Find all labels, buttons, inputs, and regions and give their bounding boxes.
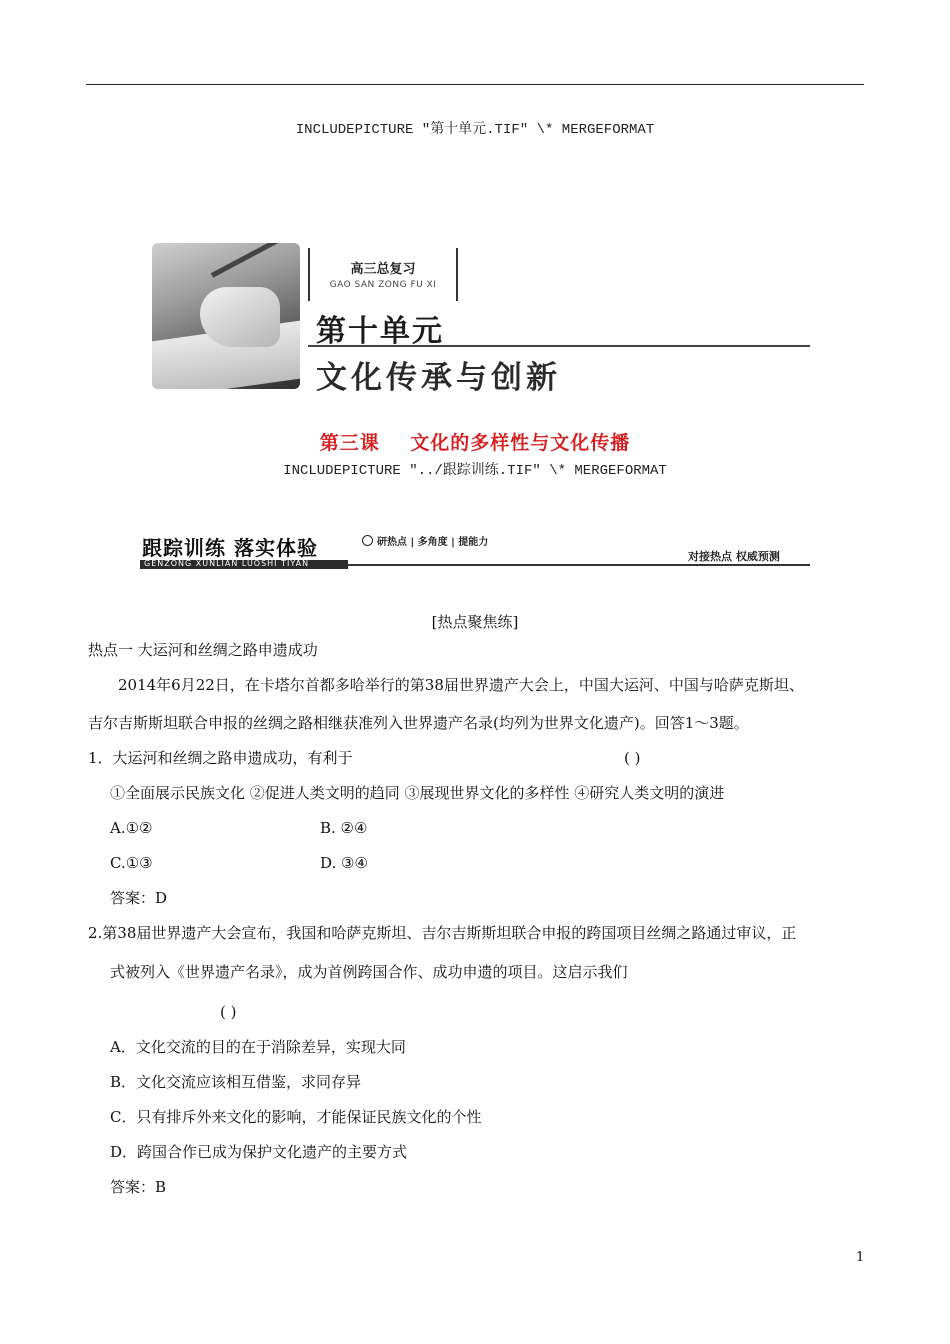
circle-bullet-icon <box>362 535 373 546</box>
field-code-unit-picture: INCLUDEPICTURE "第十单元.TIF" \* MERGEFORMAT <box>295 122 655 138</box>
question-2-option-a: A．文化交流的目的在于消除差异，实现大同 <box>110 1038 406 1056</box>
question-2-option-c: C．只有排斥外来文化的影响，才能保证民族文化的个性 <box>110 1108 482 1126</box>
followup-banner-tagline <box>362 533 488 548</box>
writing-hand-photo <box>152 243 300 389</box>
unit-title: 文化传承与创新 <box>316 360 561 396</box>
followup-tagline-text: 研热点 | 多角度 | 提能力 <box>377 537 489 548</box>
unit-divider <box>308 345 810 347</box>
followup-banner-right: 对接热点 权威预测 <box>688 550 780 563</box>
hotspot-title: 热点一 大运河和丝绸之路申遗成功 <box>88 641 318 659</box>
question-2-stem-line-2: 式被列入《世界遗产名录》，成为首例跨国合作、成功申遗的项目。这启示我们 <box>110 963 628 981</box>
unit-number: 第十单元 <box>316 314 444 349</box>
header-rule <box>86 84 864 85</box>
followup-banner-title: 跟踪训练 落实体验 <box>142 536 318 560</box>
question-1-option-d: D. ③④ <box>320 854 368 872</box>
question-2-answer: 答案：B <box>110 1178 167 1196</box>
question-2-bracket: ( ) <box>220 1003 237 1021</box>
section-label: [热点聚焦练] <box>431 613 519 631</box>
question-1-statements: ①全面展示民族文化 ②促进人类文明的趋同 ③展现世界文化的多样性 ④研究人类文明的演进 <box>110 784 725 802</box>
series-label-en: GAO SAN ZONG FU XI <box>329 280 437 290</box>
page-number: 1 <box>856 1250 865 1265</box>
question-1-option-b: B. ②④ <box>320 819 368 837</box>
series-label-cn: 高三总复习 <box>350 262 416 277</box>
question-1-stem: 1．大运河和丝绸之路申遗成功，有利于 <box>88 749 353 767</box>
series-label-box <box>308 248 458 301</box>
lesson-title: 第三课 文化的多样性与文化传播 <box>319 432 631 454</box>
intro-line-1: 2014年6月22日，在卡塔尔首都多哈举行的第38届世界遗产大会上，中国大运河、中国与哈萨克斯坦、 <box>118 676 804 694</box>
followup-banner-rule <box>348 564 810 566</box>
followup-banner-title-en: GENZONG XUNLIAN LUOSHI TIYAN <box>144 559 310 568</box>
intro-line-2: 吉尔吉斯斯坦联合申报的丝绸之路相继获准列入世界遗产名录(均列为世界文化遗产)。回答1～3题。 <box>88 714 749 732</box>
question-1-option-c: C.①③ <box>110 854 153 872</box>
question-2-option-b: B．文化交流应该相互借鉴，求同存异 <box>110 1073 362 1091</box>
question-1-bracket: ( ) <box>624 749 641 767</box>
question-1-answer: 答案：D <box>110 889 168 907</box>
field-code-followup-picture: INCLUDEPICTURE "../跟踪训练.TIF" \* MERGEFORMAT <box>283 463 667 479</box>
question-2-stem-line-1: 2.第38届世界遗产大会宣布，我国和哈萨克斯坦、吉尔吉斯斯坦联合申报的跨国项目丝绸之路通过审议，正 <box>88 924 797 942</box>
question-1-option-a: A.①② <box>110 819 153 837</box>
question-2-option-d: D．跨国合作已成为保护文化遗产的主要方式 <box>110 1143 408 1161</box>
